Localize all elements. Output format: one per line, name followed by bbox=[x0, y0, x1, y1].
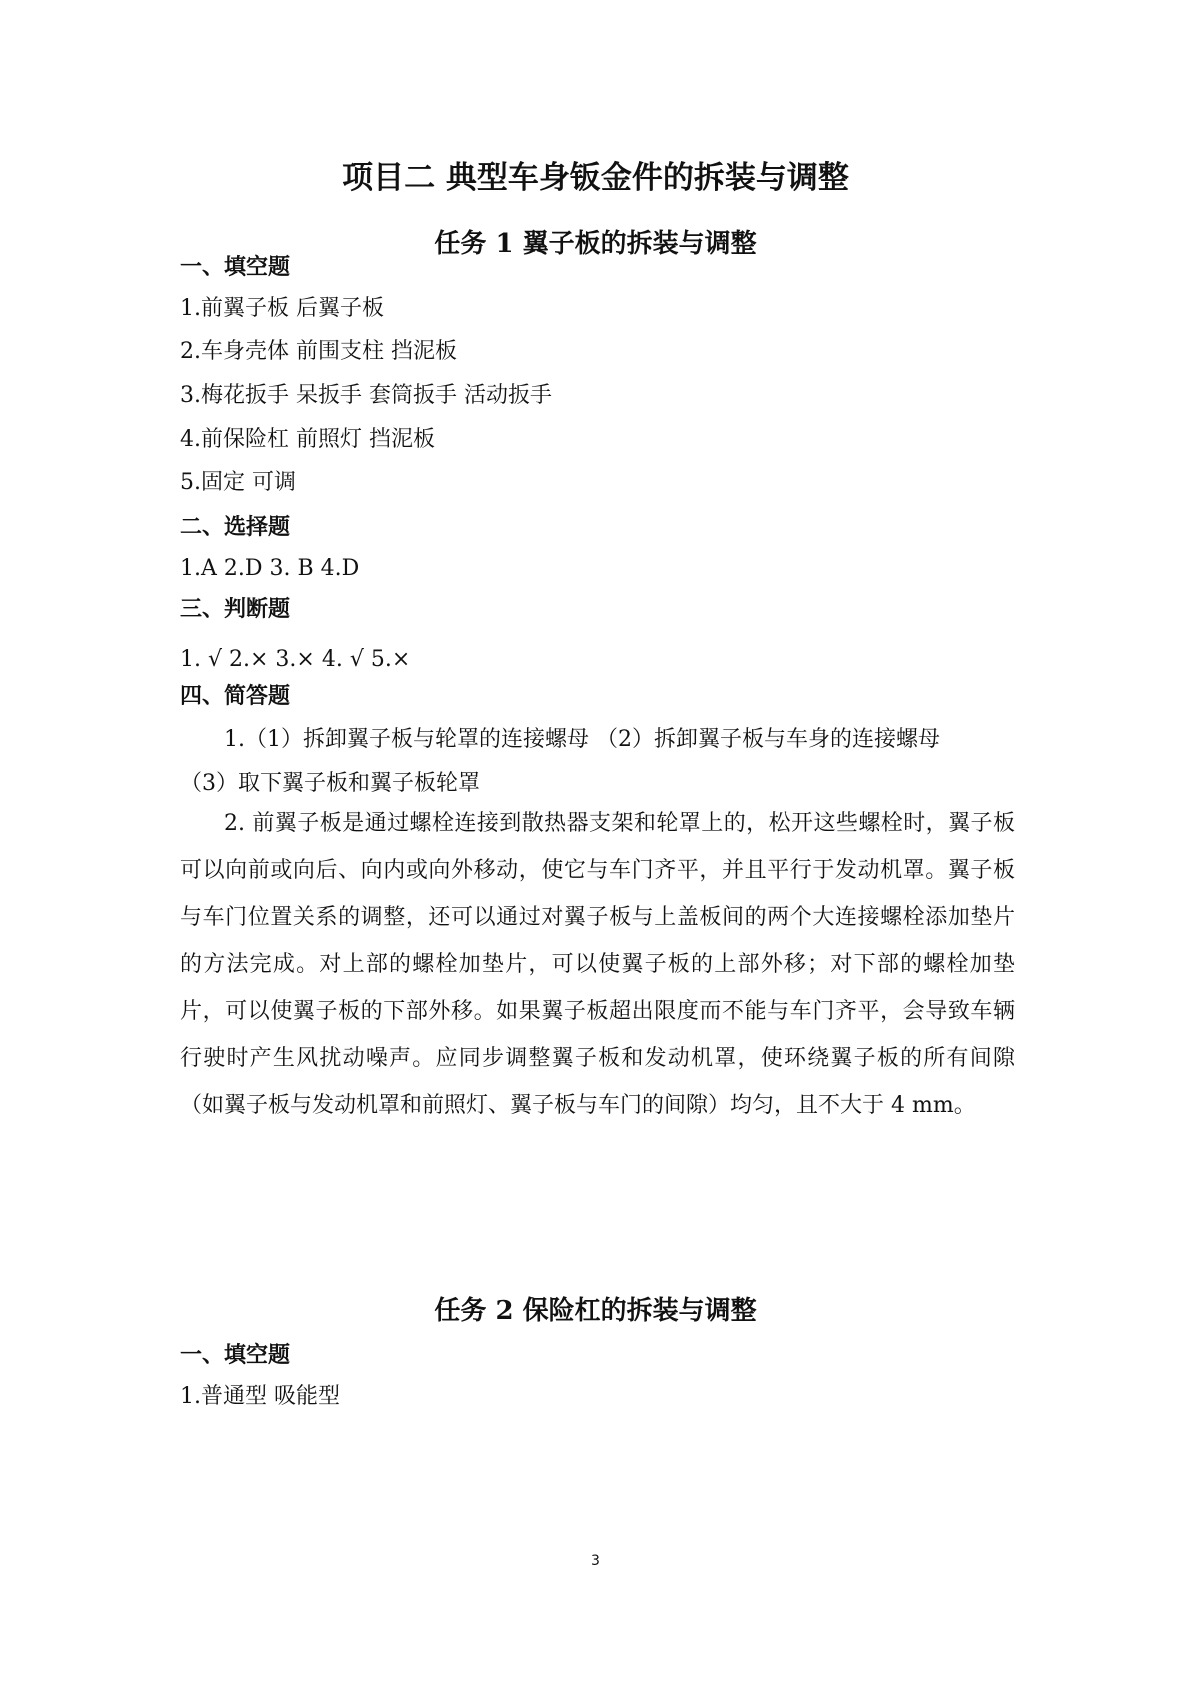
task1-judge-heading: 三、判断题 bbox=[180, 596, 291, 622]
task2-fill-answer-1: 1.普通型 吸能型 bbox=[180, 1384, 340, 1409]
task1-fill-heading: 一、填空题 bbox=[180, 254, 291, 280]
task2-title: 任务 2 保险杠的拆装与调整 bbox=[434, 1296, 757, 1326]
fill-answer-5: 5.固定 可调 bbox=[180, 470, 296, 495]
short-answer-1-line1: 1.（1）拆卸翼子板与轮罩的连接螺母 （2）拆卸翼子板与车身的连接螺母 bbox=[224, 727, 940, 752]
document-title: 项目二 典型车身钣金件的拆装与调整 bbox=[342, 160, 849, 196]
task1-choice-heading: 二、选择题 bbox=[180, 514, 291, 540]
fill-answer-2: 2.车身壳体 前围支柱 挡泥板 bbox=[180, 339, 457, 364]
task2-fill-heading: 一、填空题 bbox=[180, 1342, 291, 1368]
choice-answers: 1.A 2.D 3. B 4.D bbox=[180, 556, 360, 581]
short-answer-1-line2: （3）取下翼子板和翼子板轮罩 bbox=[180, 771, 480, 796]
fill-answer-3: 3.梅花扳手 呆扳手 套筒扳手 活动扳手 bbox=[180, 383, 552, 408]
short-answer-2: 2. 前翼子板是通过螺栓连接到散热器支架和轮罩上的，松开这些螺栓时，翼子板可以向前或向后、向内或向外移动，使它与车门齐平，并且平行于发动机罩。翼子板与车门位置关系的调整，还可以通过对翼子板与上盖板间的两个大连接螺栓添加垫片的方法完成。对上部的螺栓加垫片，可以使翼子板的上部外移；对下部的螺栓加垫片，可以使翼子板的下部外移。如果翼子板超出限度而不能与车门齐平，会导致车辆行驶时产生风扰动噪声。应同步调整翼子板和发动机罩，使环绕翼子板的所有间隙（如翼子板与发动机罩和前照灯、翼子板与车门的间隙）均匀，且不大于 4 mm。 bbox=[180, 811, 1015, 1118]
judge-answers: 1. √ 2.× 3.× 4. √ 5.× bbox=[180, 647, 411, 672]
fill-answer-4: 4.前保险杠 前照灯 挡泥板 bbox=[180, 427, 435, 452]
task1-title: 任务 1 翼子板的拆装与调整 bbox=[434, 229, 757, 259]
fill-answer-1: 1.前翼子板 后翼子板 bbox=[180, 296, 384, 321]
page-number: 3 bbox=[591, 1553, 600, 1569]
task1-short-heading: 四、简答题 bbox=[180, 683, 291, 709]
